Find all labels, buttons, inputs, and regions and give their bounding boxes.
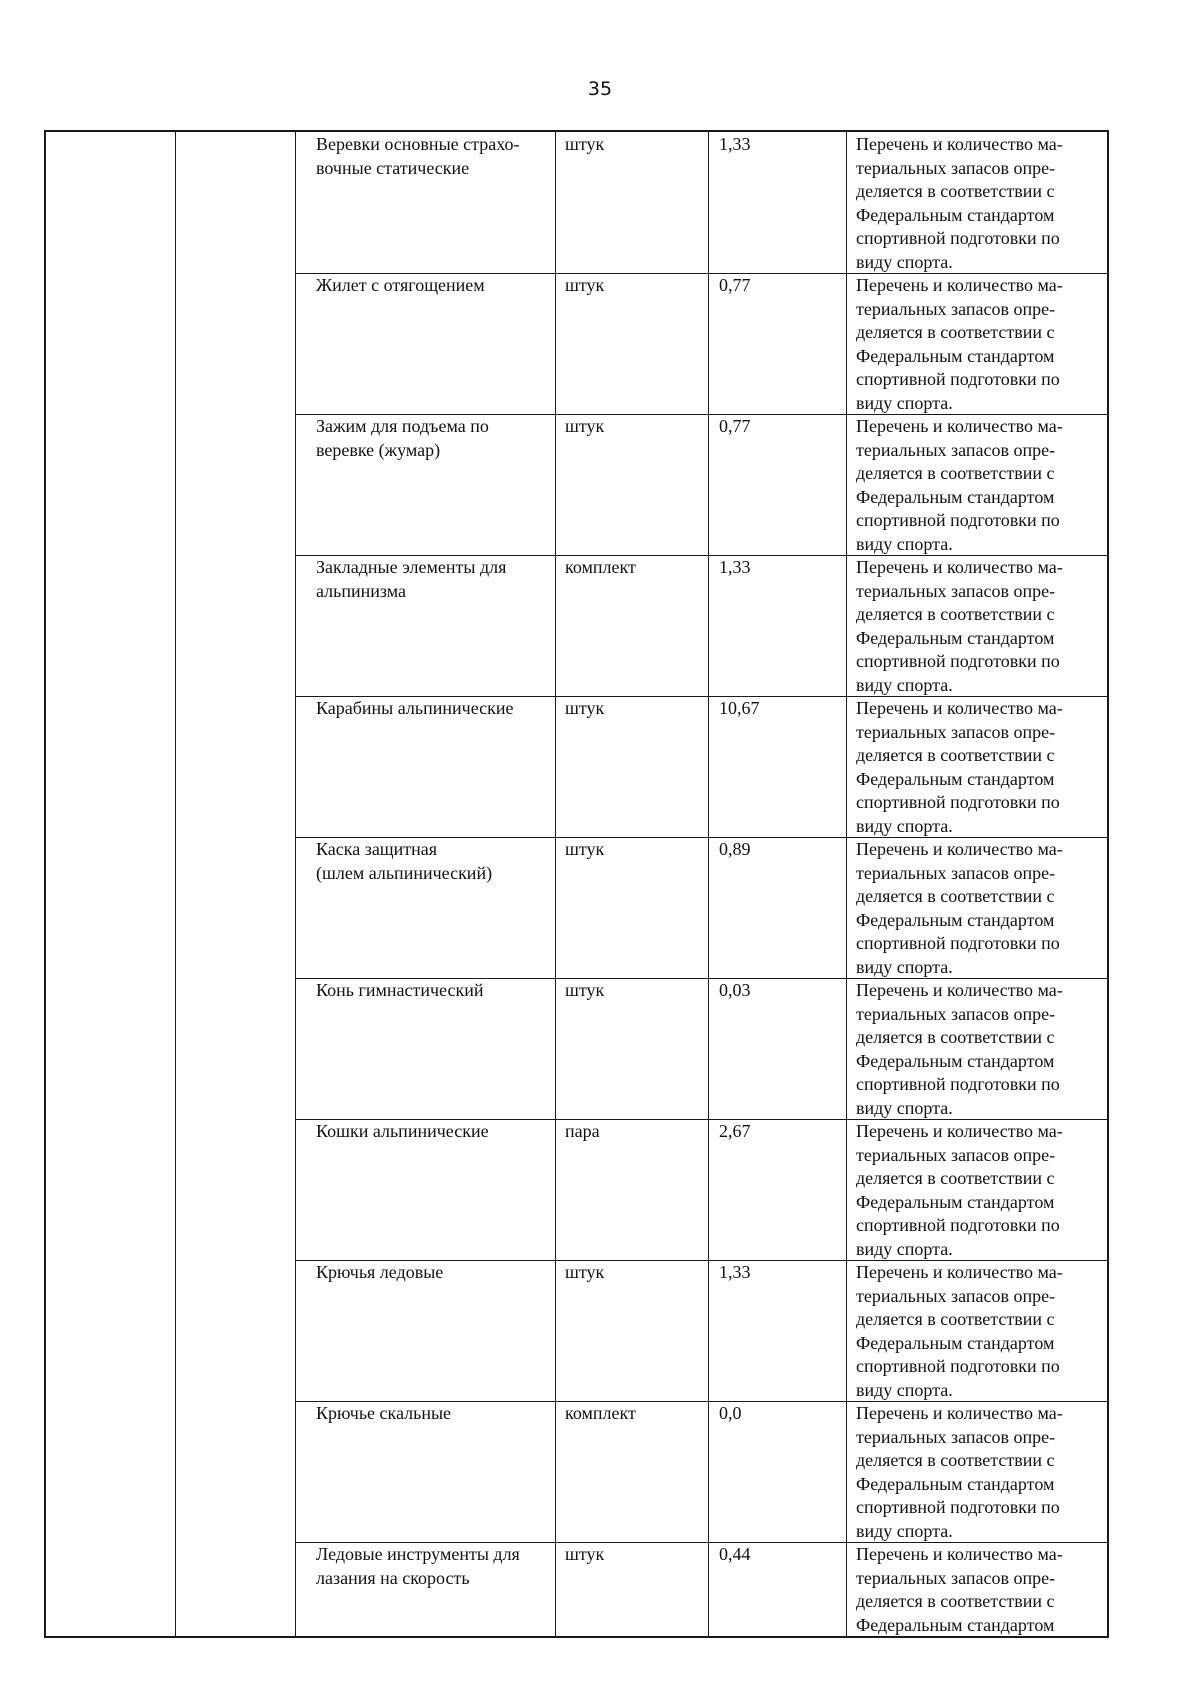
note-cell-line: спортивной подготовки по bbox=[856, 510, 1060, 530]
note-cell-line: Перечень и количество ма- bbox=[856, 980, 1063, 1000]
item-name-cell bbox=[305, 414, 555, 555]
unit-cell: штук bbox=[565, 416, 605, 436]
note-cell-line: виду спорта. bbox=[856, 1379, 953, 1400]
note-cell-line: Перечень и количество ма- bbox=[856, 1544, 1063, 1564]
item-name-cell bbox=[305, 837, 555, 978]
quantity-cell: 2,67 bbox=[719, 1121, 751, 1141]
table-row bbox=[46, 555, 1107, 696]
note-cell-line: Федеральным стандартом bbox=[856, 345, 1055, 366]
note-cell bbox=[846, 1119, 1107, 1260]
note-cell-line: виду спорта. bbox=[856, 1520, 953, 1541]
item-name-cell-line: Закладные элементы для bbox=[316, 557, 507, 577]
note-cell bbox=[846, 132, 1107, 273]
note-cell bbox=[846, 1260, 1107, 1401]
note-cell-line: териальных запасов опре- bbox=[856, 580, 1056, 601]
quantity-cell: 10,67 bbox=[719, 698, 760, 718]
note-cell-line: виду спорта. bbox=[856, 674, 953, 695]
table-row bbox=[46, 1260, 1107, 1401]
row-divider bbox=[295, 696, 1107, 697]
note-cell-line: Федеральным стандартом bbox=[856, 1614, 1055, 1635]
quantity-cell: 0,77 bbox=[719, 275, 751, 295]
note-cell bbox=[846, 837, 1107, 978]
row-divider bbox=[295, 1260, 1107, 1261]
item-name-cell-line: веревке (жумар) bbox=[316, 439, 441, 460]
table-row bbox=[46, 414, 1107, 555]
unit-cell: комплект bbox=[565, 557, 636, 577]
table-row bbox=[46, 837, 1107, 978]
note-cell-line: спортивной подготовки по bbox=[856, 369, 1060, 389]
note-cell bbox=[846, 1401, 1107, 1542]
note-cell-line: териальных запасов опре- bbox=[856, 1567, 1056, 1588]
table-row bbox=[46, 696, 1107, 837]
note-cell bbox=[846, 273, 1107, 414]
note-cell-line: Перечень и количество ма- bbox=[856, 416, 1063, 436]
note-cell-line: териальных запасов опре- bbox=[856, 157, 1056, 178]
note-cell-line: виду спорта. bbox=[856, 1097, 953, 1118]
quantity-cell: 1,33 bbox=[719, 134, 751, 154]
note-cell-line: Федеральным стандартом bbox=[856, 1332, 1055, 1353]
item-name-cell bbox=[305, 555, 555, 696]
note-cell-line: Перечень и количество ма- bbox=[856, 1121, 1063, 1141]
item-name-cell bbox=[305, 978, 555, 1119]
note-cell-line: спортивной подготовки по bbox=[856, 1074, 1060, 1094]
note-cell-line: териальных запасов опре- bbox=[856, 862, 1056, 883]
note-cell-line: деляется в соответствии с bbox=[856, 1450, 1055, 1470]
row-divider bbox=[295, 978, 1107, 979]
note-cell-line: териальных запасов опре- bbox=[856, 1144, 1056, 1165]
note-cell-line: виду спорта. bbox=[856, 1238, 953, 1259]
unit-cell: комплект bbox=[565, 1403, 636, 1423]
equipment-table bbox=[44, 130, 1109, 1638]
note-cell-line: спортивной подготовки по bbox=[856, 933, 1060, 953]
item-name-cell-line: вочные статические bbox=[316, 157, 470, 178]
note-cell-line: виду спорта. bbox=[856, 956, 953, 977]
note-cell-line: деляется в соответствии с bbox=[856, 322, 1055, 342]
note-cell-line: деляется в соответствии с bbox=[856, 1591, 1055, 1611]
item-name-cell bbox=[305, 696, 555, 837]
note-cell bbox=[846, 555, 1107, 696]
note-cell-line: териальных запасов опре- bbox=[856, 1003, 1056, 1024]
note-cell-line: Перечень и количество ма- bbox=[856, 134, 1063, 154]
note-cell-line: Перечень и количество ма- bbox=[856, 1262, 1063, 1282]
note-cell-line: спортивной подготовки по bbox=[856, 1356, 1060, 1376]
note-cell-line: Федеральным стандартом bbox=[856, 627, 1055, 648]
note-cell-line: виду спорта. bbox=[856, 251, 953, 272]
table-row bbox=[46, 1542, 1107, 1683]
item-name-cell-line: (шлем альпинический) bbox=[316, 862, 493, 883]
item-name-cell-line: лазания на скорость bbox=[316, 1567, 470, 1588]
note-cell-line: виду спорта. bbox=[856, 392, 953, 413]
item-name-cell-line: альпинизма bbox=[316, 580, 406, 601]
note-cell-line: спортивной подготовки по bbox=[856, 651, 1060, 671]
note-cell-line: Федеральным стандартом bbox=[856, 768, 1055, 789]
note-cell-line: териальных запасов опре- bbox=[856, 439, 1056, 460]
note-cell-line: деляется в соответствии с bbox=[856, 181, 1055, 201]
note-cell-line: Федеральным стандартом bbox=[856, 486, 1055, 507]
quantity-cell: 0,44 bbox=[719, 1544, 751, 1564]
table-row bbox=[46, 273, 1107, 414]
note-cell-line: спортивной подготовки по bbox=[856, 792, 1060, 812]
quantity-cell: 1,33 bbox=[719, 557, 751, 577]
item-name-cell-line: Веревки основные страхо- bbox=[316, 134, 520, 154]
table-row bbox=[46, 1401, 1107, 1542]
item-name-cell bbox=[305, 1401, 555, 1542]
note-cell-line: Федеральным стандартом bbox=[856, 1473, 1055, 1494]
item-name-cell bbox=[305, 1260, 555, 1401]
unit-cell: штук bbox=[565, 134, 605, 154]
row-divider bbox=[295, 273, 1107, 274]
item-name-cell-line: Кошки альпинические bbox=[316, 1121, 489, 1141]
page-number: 35 bbox=[587, 78, 613, 100]
note-cell-line: Перечень и количество ма- bbox=[856, 557, 1063, 577]
item-name-cell-line: Карабины альпинические bbox=[316, 698, 514, 718]
row-divider bbox=[295, 414, 1107, 415]
row-divider bbox=[295, 1119, 1107, 1120]
note-cell-line: деляется в соответствии с bbox=[856, 1027, 1055, 1047]
note-cell-line: териальных запасов опре- bbox=[856, 1285, 1056, 1306]
item-name-cell bbox=[305, 273, 555, 414]
note-cell-line: Федеральным стандартом bbox=[856, 1191, 1055, 1212]
unit-cell: штук bbox=[565, 839, 605, 859]
quantity-cell: 1,33 bbox=[719, 1262, 751, 1282]
note-cell-line: спортивной подготовки по bbox=[856, 1497, 1060, 1517]
note-cell bbox=[846, 978, 1107, 1119]
note-cell-line: спортивной подготовки по bbox=[856, 1215, 1060, 1235]
note-cell-line: деляется в соответствии с bbox=[856, 463, 1055, 483]
row-divider bbox=[295, 1401, 1107, 1402]
row-divider bbox=[295, 1542, 1107, 1543]
item-name-cell bbox=[305, 132, 555, 273]
item-name-cell-line: Зажим для подъема по bbox=[316, 416, 489, 436]
item-name-cell bbox=[305, 1119, 555, 1260]
note-cell-line: териальных запасов опре- bbox=[856, 298, 1056, 319]
note-cell-line: Федеральным стандартом bbox=[856, 909, 1055, 930]
quantity-cell: 0,03 bbox=[719, 980, 751, 1000]
note-cell-line: Федеральным стандартом bbox=[856, 1050, 1055, 1071]
row-divider bbox=[295, 837, 1107, 838]
note-cell bbox=[846, 696, 1107, 837]
note-cell-line: Федеральным стандартом bbox=[856, 204, 1055, 225]
unit-cell: штук bbox=[565, 1544, 605, 1564]
table-row bbox=[46, 978, 1107, 1119]
item-name-cell-line: Крючье скальные bbox=[316, 1403, 452, 1423]
unit-cell: штук bbox=[565, 698, 605, 718]
note-cell bbox=[846, 414, 1107, 555]
item-name-cell-line: Конь гимнастический bbox=[316, 980, 484, 1000]
item-name-cell-line: Крючья ледовые bbox=[316, 1262, 444, 1282]
table-row bbox=[46, 1119, 1107, 1260]
note-cell-line: деляется в соответствии с bbox=[856, 745, 1055, 765]
note-cell bbox=[846, 1542, 1107, 1683]
quantity-cell: 0,0 bbox=[719, 1403, 742, 1423]
note-cell-line: деляется в соответствии с bbox=[856, 1168, 1055, 1188]
note-cell-line: териальных запасов опре- bbox=[856, 1426, 1056, 1447]
note-cell-line: Перечень и количество ма- bbox=[856, 698, 1063, 718]
quantity-cell: 0,77 bbox=[719, 416, 751, 436]
note-cell-line: деляется в соответствии с bbox=[856, 1309, 1055, 1329]
note-cell-line: Перечень и количество ма- bbox=[856, 275, 1063, 295]
item-name-cell-line: Ледовые инструменты для bbox=[316, 1544, 520, 1564]
unit-cell: штук bbox=[565, 1262, 605, 1282]
note-cell-line: виду спорта. bbox=[856, 815, 953, 836]
unit-cell: штук bbox=[565, 980, 605, 1000]
unit-cell: штук bbox=[565, 275, 605, 295]
note-cell-line: Перечень и количество ма- bbox=[856, 1403, 1063, 1423]
item-name-cell-line: Каска защитная bbox=[316, 839, 438, 859]
row-divider bbox=[295, 555, 1107, 556]
quantity-cell: 0,89 bbox=[719, 839, 751, 859]
item-name-cell bbox=[305, 1542, 555, 1683]
note-cell-line: виду спорта. bbox=[856, 533, 953, 554]
note-cell-line: спортивной подготовки по bbox=[856, 228, 1060, 248]
note-cell-line: деляется в соответствии с bbox=[856, 604, 1055, 624]
unit-cell: пара bbox=[565, 1121, 600, 1141]
note-cell-line: деляется в соответствии с bbox=[856, 886, 1055, 906]
item-name-cell-line: Жилет с отягощением bbox=[316, 275, 485, 295]
note-cell-line: териальных запасов опре- bbox=[856, 721, 1056, 742]
note-cell-line: Перечень и количество ма- bbox=[856, 839, 1063, 859]
table-row bbox=[46, 132, 1107, 273]
